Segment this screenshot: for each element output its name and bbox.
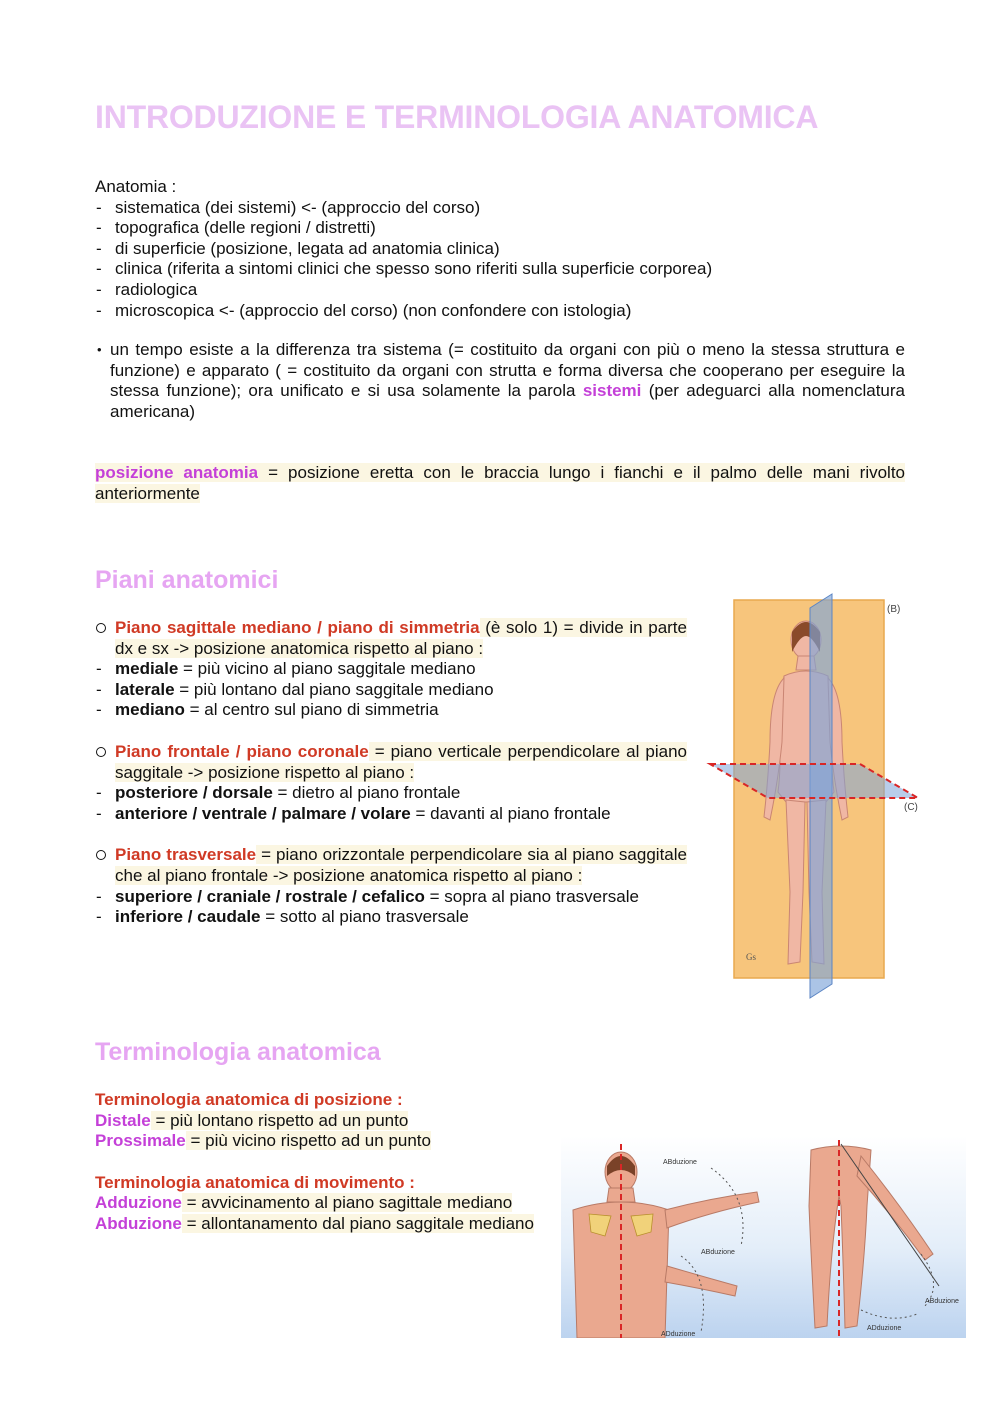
anatomia-list: [95, 198, 915, 322]
label-abduzione-leg: ABduzione: [925, 1298, 959, 1305]
term-item: Distale = più lontano rispetto ad un punto: [95, 1110, 409, 1130]
section-heading-terminologia: Terminologia anatomica: [95, 1038, 381, 1066]
circle-bullet-icon: [96, 850, 106, 860]
terminologia-content: [95, 1090, 541, 1235]
signature: Gs: [746, 952, 757, 962]
posizione-subheading: Terminologia anatomica di posizione :: [95, 1090, 403, 1109]
list-item: - anteriore / ventrale / palmare / volare = davanti al piano frontale: [96, 803, 611, 823]
label-abduzione-mid: ABduzione: [701, 1249, 735, 1256]
anatomia-section: [95, 177, 915, 321]
list-item: - clinica (riferita a sintomi clinici che spesso sono riferiti sulla superficie corporea): [96, 259, 713, 279]
anatomia-heading: Anatomia :: [95, 177, 177, 196]
label-c: (C): [904, 802, 918, 813]
piani-content: [95, 618, 687, 928]
term-item: Adduzione = avvicinamento al piano sagittale mediano: [95, 1193, 513, 1213]
piano-frontale: Piano frontale / piano coronale = piano verticale perpendicolare al piano saggitale -> posizione rispetto al piano :: [95, 742, 687, 783]
list-item: - radiologica: [96, 279, 198, 299]
posizione-anatomica: posizione anatomia = posizione eretta con le braccia lungo i fianchi e il palmo delle mani rivolto anteriormente: [95, 463, 906, 503]
circle-bullet-icon: [96, 747, 106, 757]
movement-figure: [561, 1136, 966, 1338]
label-b: (B): [887, 604, 901, 615]
page-title: INTRODUZIONE E TERMINOLOGIA ANATOMICA: [95, 99, 819, 135]
keyword-sistemi: sistemi: [582, 381, 642, 401]
list-item: - inferiore / caudale = sotto al piano trasversale: [96, 907, 469, 927]
anatomical-planes-figure: [706, 592, 928, 1000]
body-planes-illustration: [706, 592, 928, 1000]
list-item: - mediale = più vicino al piano saggitale mediano: [96, 659, 476, 679]
list-item: - topografica (delle regioni / distretti): [96, 218, 376, 238]
sistema-note: • un tempo esiste a la differenza tra sistema (= costituito da organi con più o meno la stessa struttura e funzione) e apparato ( = costituito da organi con strutta e forma diversa che cooperano per eseguire la stessa funzione); ora unificato e si usa solamente la parola sistemi (per adeguarci alla nomenclatura americana): [97, 340, 905, 421]
list-item: - posteriore / dorsale = dietro al piano frontale: [96, 783, 461, 803]
list-item: - mediano = al centro sul piano di simmetria: [96, 700, 439, 720]
section-heading-piani: Piani anatomici: [95, 566, 279, 594]
list-item: - microscopica <- (approccio del corso) (non confondere con istologia): [96, 300, 632, 320]
term-item: Abduzione = allontanamento dal piano saggitale mediano: [95, 1213, 534, 1233]
piano-sagittale: Piano sagittale mediano / piano di simmetria (è solo 1) = divide in parte dx e sx -> posizione anatomica rispetto al piano :: [95, 618, 687, 659]
list-item: - laterale = più lontano dal piano saggitale mediano: [96, 679, 494, 699]
list-item: - di superficie (posizione, legata ad anatomia clinica): [96, 238, 500, 258]
list-item: - sistematica (dei sistemi) <- (approccio del corso): [96, 197, 481, 217]
list-item: - superiore / craniale / rostrale / cefalico = sopra al piano trasversale: [96, 886, 639, 906]
label-abduzione-top: ABduzione: [663, 1159, 697, 1166]
circle-bullet-icon: [96, 623, 106, 633]
abduction-adduction-illustration: [561, 1136, 966, 1338]
label-adduzione-bottom: ADduzione: [661, 1331, 696, 1338]
term-posizione: posizione anatomia: [95, 463, 259, 482]
term-item: Prossimale = più vicino rispetto ad un punto: [95, 1131, 431, 1151]
piano-trasversale: Piano trasversale = piano orizzontale perpendicolare sia al piano saggitale che al piano frontale -> posizione anatomica rispetto al piano :: [95, 845, 687, 886]
bullet-icon: •: [97, 342, 102, 357]
movimento-subheading: Terminologia anatomica di movimento :: [95, 1172, 415, 1192]
label-adduzione-leg: ADduzione: [867, 1325, 902, 1332]
